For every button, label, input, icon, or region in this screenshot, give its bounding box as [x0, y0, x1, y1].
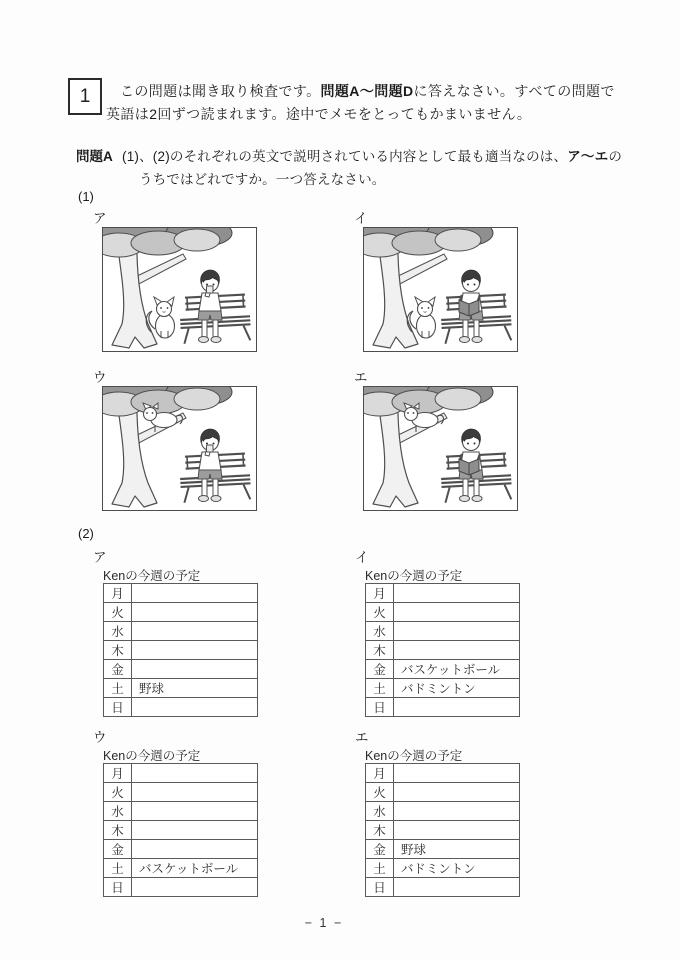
page-number: − 1 − [304, 916, 344, 930]
day-cell: 土 [104, 859, 132, 878]
schedule-row [366, 603, 520, 622]
activity-cell [394, 584, 520, 603]
activity-cell: バスケットボール [394, 660, 520, 679]
schedule-row [104, 802, 258, 821]
activity-cell [132, 764, 258, 783]
boy-illustration [198, 429, 222, 502]
schedule-row [366, 679, 520, 698]
day-cell: 金 [104, 660, 132, 679]
activity-cell [132, 660, 258, 679]
problem-a-line1-post: の [608, 149, 623, 164]
activity-cell [132, 783, 258, 802]
schedule-row [366, 821, 520, 840]
activity-cell: バスケットボール [132, 859, 258, 878]
boy-illustration [198, 270, 222, 343]
day-cell: 月 [366, 764, 394, 783]
picture-option-label: ウ [93, 370, 107, 385]
boy-leg [213, 479, 218, 497]
schedule-row [366, 764, 520, 783]
tree-foliage [364, 228, 493, 257]
activity-cell [394, 641, 520, 660]
day-cell: 日 [366, 698, 394, 717]
boy-shoe [460, 496, 470, 502]
question-1-label: (1) [78, 189, 94, 204]
cat-head [157, 302, 172, 317]
day-cell: 金 [104, 840, 132, 859]
schedule-option-4 [350, 726, 530, 897]
boy-illustration [459, 270, 483, 343]
activity-cell: 野球 [132, 679, 258, 698]
schedule-table [103, 583, 258, 717]
boy-shoe [460, 337, 470, 343]
schedule-row [104, 603, 258, 622]
sandwich-icon [207, 286, 214, 293]
boy-eye [206, 443, 208, 445]
problem-a-line1-bold: ア～エ [567, 149, 609, 164]
boy-shoe [472, 337, 482, 343]
activity-cell: バドミントン [394, 679, 520, 698]
schedule-row [366, 878, 520, 897]
cat-eye [160, 307, 162, 309]
tree-foliage [364, 387, 493, 416]
schedule-row [104, 764, 258, 783]
cat-head [418, 302, 433, 317]
day-cell: 月 [104, 584, 132, 603]
schedule-option-2 [350, 546, 530, 717]
day-cell: 木 [366, 821, 394, 840]
boy-leg [202, 320, 207, 338]
day-cell: 木 [104, 641, 132, 660]
schedule-row [366, 698, 520, 717]
activity-cell: 野球 [394, 840, 520, 859]
activity-cell [394, 603, 520, 622]
intro-line1-bold: 問題A～問題D [320, 83, 414, 99]
problem-a-line1-pre: (1)、(2)のそれぞれの英文で説明されている内容として最も適当なのは、 [122, 149, 568, 164]
day-cell: 月 [104, 764, 132, 783]
schedule-option-label: エ [355, 730, 369, 745]
schedule-option-label: イ [355, 550, 369, 565]
activity-cell [394, 821, 520, 840]
day-cell: 水 [104, 622, 132, 641]
schedule-option-3 [88, 726, 268, 897]
schedule-row [104, 859, 258, 878]
activity-cell [394, 698, 520, 717]
cat-eye [167, 307, 169, 309]
cat-eye [421, 307, 423, 309]
activity-cell [394, 802, 520, 821]
schedule-table [103, 763, 258, 897]
activity-cell [132, 641, 258, 660]
day-cell: 火 [104, 603, 132, 622]
schedule-table [365, 583, 520, 717]
picture-option-label: ア [93, 211, 107, 226]
day-cell: 火 [104, 783, 132, 802]
schedule-row [366, 783, 520, 802]
day-cell: 日 [104, 878, 132, 897]
day-cell: 水 [104, 802, 132, 821]
day-cell: 金 [366, 660, 394, 679]
tree-foliage [103, 387, 232, 416]
activity-cell [394, 764, 520, 783]
schedule-row [104, 821, 258, 840]
cat-body [156, 314, 175, 338]
cat-head [144, 408, 157, 421]
schedule-option-1 [88, 546, 268, 717]
intro-line-2: 英語は2回ずつ読まれます。途中でメモをとってもかまいません。 [106, 106, 532, 122]
picture-option-3 [88, 366, 258, 511]
schedule-row [104, 878, 258, 897]
picture-frame [102, 227, 257, 352]
sandwich-icon [207, 445, 214, 452]
boy-eye [474, 443, 476, 445]
boy-shirt [199, 452, 221, 470]
boy-shoe [211, 496, 221, 502]
activity-cell [132, 821, 258, 840]
cat-illustration [407, 297, 435, 338]
schedule-option-label: ア [93, 550, 107, 565]
boy-illustration [459, 429, 483, 502]
picture-option-label: イ [354, 211, 368, 226]
cat-illustration [146, 297, 174, 338]
activity-cell [132, 584, 258, 603]
cat-eye [407, 412, 409, 414]
boy-eye [474, 284, 476, 286]
cat-body [417, 314, 436, 338]
schedule-title: Kenの今週の予定 [103, 569, 201, 583]
boy-leg [463, 320, 468, 338]
schedule-row [366, 802, 520, 821]
boy-eye [467, 443, 469, 445]
boy-leg [474, 479, 479, 497]
schedule-row [104, 840, 258, 859]
activity-cell [132, 698, 258, 717]
boy-shoe [199, 496, 209, 502]
schedule-title: Kenの今週の予定 [365, 749, 463, 763]
intro-line-1 [120, 81, 615, 101]
activity-cell [394, 878, 520, 897]
activity-cell [394, 783, 520, 802]
cat-eye [152, 412, 154, 414]
boy-leg [463, 479, 468, 497]
activity-cell [132, 622, 258, 641]
question-2-label: (2) [78, 526, 94, 541]
activity-cell: バドミントン [394, 859, 520, 878]
boy-eye [206, 284, 208, 286]
scene-illustration [364, 387, 517, 510]
day-cell: 土 [104, 679, 132, 698]
schedule-row [366, 584, 520, 603]
boy-shoe [211, 337, 221, 343]
activity-cell [132, 840, 258, 859]
picture-frame [102, 386, 257, 511]
intro-line1-post: に答えなさい。すべての問題で [413, 83, 615, 99]
boy-shoe [472, 496, 482, 502]
cat-eye [428, 307, 430, 309]
day-cell: 木 [104, 821, 132, 840]
boy-shirt [199, 293, 221, 311]
boy-leg [213, 320, 218, 338]
schedule-row [104, 679, 258, 698]
boy-eye [467, 284, 469, 286]
day-cell: 水 [366, 622, 394, 641]
scene-illustration [103, 387, 256, 510]
problem-a-line-1 [122, 145, 622, 165]
picture-option-1 [88, 207, 258, 352]
day-cell: 水 [366, 802, 394, 821]
schedule-row [366, 660, 520, 679]
problem-a-line-2: うちではどれですか。一つ答えなさい。 [139, 172, 386, 187]
schedule-row [366, 641, 520, 660]
activity-cell [132, 878, 258, 897]
boy-eye [213, 443, 215, 445]
picture-frame [363, 386, 518, 511]
day-cell: 日 [366, 878, 394, 897]
day-cell: 土 [366, 859, 394, 878]
picture-option-label: エ [354, 370, 368, 385]
scene-illustration [103, 228, 256, 351]
picture-frame [363, 227, 518, 352]
day-cell: 月 [366, 584, 394, 603]
schedule-row [366, 622, 520, 641]
day-cell: 火 [366, 603, 394, 622]
boy-leg [474, 320, 479, 338]
schedule-option-label: ウ [93, 730, 107, 745]
intro-line1-pre: この問題は聞き取り検査です。 [120, 83, 321, 99]
boy-shoe [199, 337, 209, 343]
cat-eye [413, 412, 415, 414]
activity-cell [132, 802, 258, 821]
schedule-title: Kenの今週の予定 [365, 569, 463, 583]
schedule-row [104, 641, 258, 660]
cat-head [405, 408, 418, 421]
schedule-table [365, 763, 520, 897]
picture-option-4 [349, 366, 519, 511]
schedule-row [104, 698, 258, 717]
schedule-row [104, 783, 258, 802]
boy-eye [213, 284, 215, 286]
day-cell: 金 [366, 840, 394, 859]
day-cell: 日 [104, 698, 132, 717]
schedule-title: Kenの今週の予定 [103, 749, 201, 763]
tree-branch [394, 254, 447, 285]
cat-eye [146, 412, 148, 414]
tree-branch [133, 254, 186, 285]
problem-a-label: 問題A [76, 149, 113, 164]
scene-illustration [364, 228, 517, 351]
schedule-row [366, 840, 520, 859]
day-cell: 土 [366, 679, 394, 698]
activity-cell [394, 622, 520, 641]
picture-option-2 [349, 207, 519, 352]
schedule-row [366, 859, 520, 878]
activity-cell [132, 603, 258, 622]
question-number-box: 1 [68, 78, 102, 115]
day-cell: 火 [366, 783, 394, 802]
schedule-row [104, 584, 258, 603]
day-cell: 木 [366, 641, 394, 660]
schedule-row [104, 622, 258, 641]
boy-leg [202, 479, 207, 497]
tree-foliage [103, 228, 232, 257]
schedule-row [104, 660, 258, 679]
